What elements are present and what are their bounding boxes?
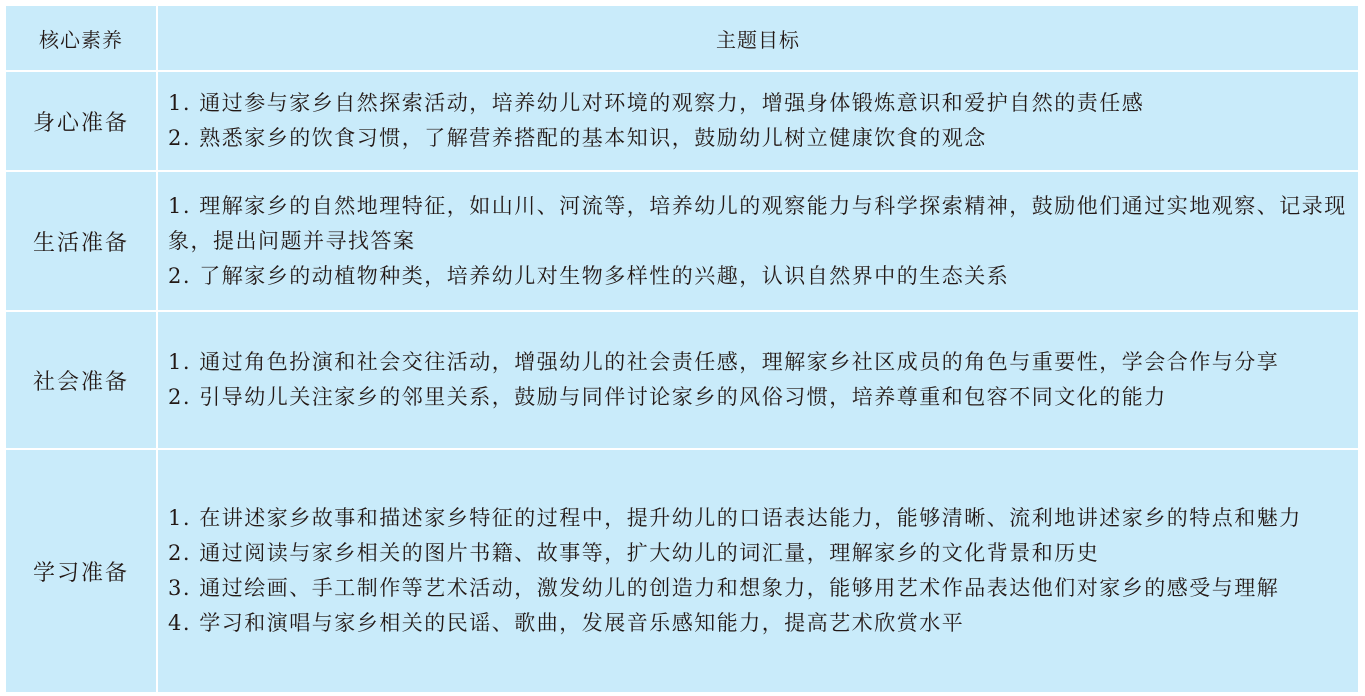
goal-item: 1. 理解家乡的自然地理特征，如山川、河流等，培养幼儿的观察能力与科学探索精神，鼓励他们通过实地观察、记录现象，提出问题并寻找答案 (168, 193, 1347, 253)
goal-item: 1. 在讲述家乡故事和描述家乡特征的过程中，提升幼儿的口语表达能力，能够清晰、流利地讲述家乡的特点和魅力 (168, 506, 1302, 530)
header-goals: 主题目标 (157, 5, 1359, 71)
dimension-cell: 身心准备 (5, 71, 157, 171)
table-row (5, 171, 1359, 311)
goal-item: 4. 学习和演唱与家乡相关的民谣、歌曲，发展音乐感知能力，提高艺术欣赏水平 (168, 611, 965, 635)
table-row (5, 449, 1359, 693)
goals-cell (157, 311, 1359, 449)
goals-cell (157, 71, 1359, 171)
goal-item: 1. 通过角色扮演和社会交往活动，增强幼儿的社会责任感，理解家乡社区成员的角色与重要性，学会合作与分享 (168, 350, 1280, 374)
goal-item: 2. 了解家乡的动植物种类，培养幼儿对生物多样性的兴趣，认识自然界中的生态关系 (168, 263, 1010, 288)
dimension-cell: 社会准备 (5, 311, 157, 449)
goals-table (4, 4, 1360, 694)
goal-item: 2. 引导幼儿关注家乡的邻里关系，鼓励与同伴讨论家乡的风俗习惯，培养尊重和包容不同文化的能力 (168, 385, 1167, 409)
table-row (5, 311, 1359, 449)
dimension-cell: 生活准备 (5, 171, 157, 311)
goals-cell (157, 449, 1359, 693)
header-dimension: 核心素养 (5, 5, 157, 71)
header-row (5, 5, 1359, 71)
goals-cell (157, 171, 1359, 311)
goal-item: 3. 通过绘画、手工制作等艺术活动，激发幼儿的创造力和想象力，能够用艺术作品表达他们对家乡的感受与理解 (168, 576, 1280, 600)
goal-item: 1. 通过参与家乡自然探索活动，培养幼儿对环境的观察力，增强身体锻炼意识和爱护自然的责任感 (168, 91, 1145, 115)
table-row (5, 71, 1359, 171)
dimension-cell: 学习准备 (5, 449, 157, 693)
goal-item: 2. 通过阅读与家乡相关的图片书籍、故事等，扩大幼儿的词汇量，理解家乡的文化背景和历史 (168, 541, 1100, 565)
goal-item: 2. 熟悉家乡的饮食习惯，了解营养搭配的基本知识，鼓励幼儿树立健康饮食的观念 (168, 126, 987, 150)
